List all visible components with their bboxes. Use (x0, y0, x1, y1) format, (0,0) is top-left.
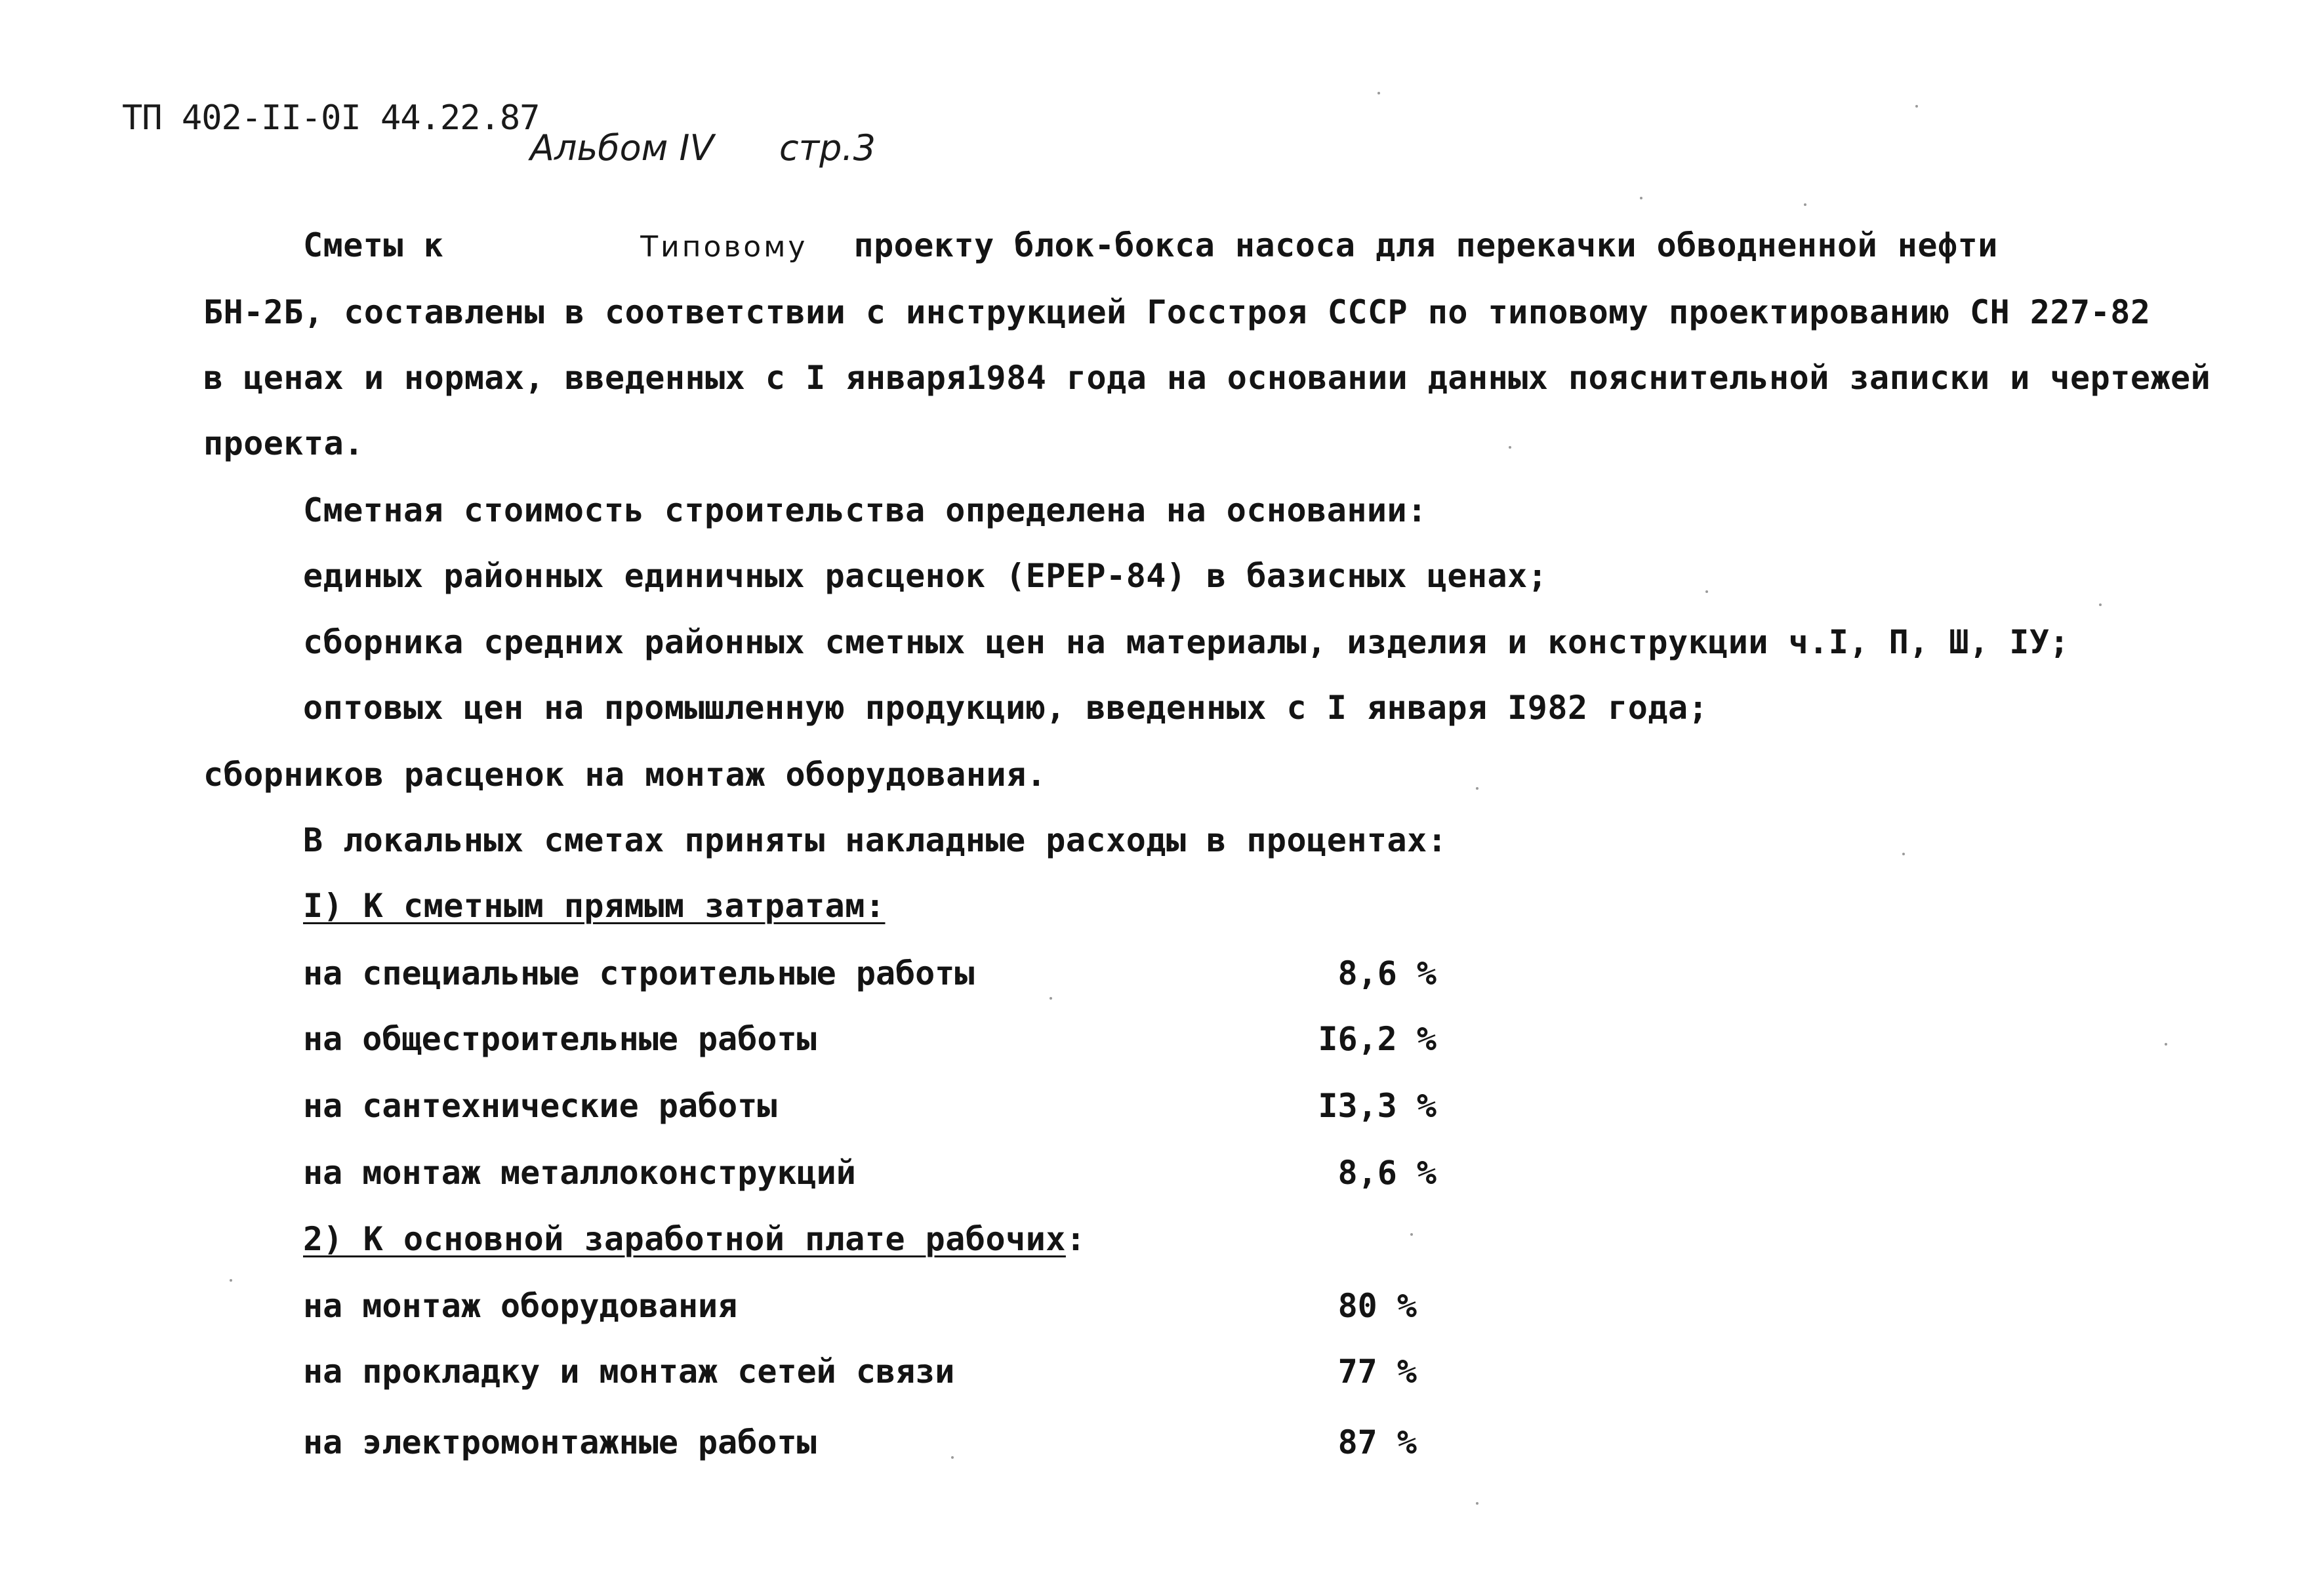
section-2-title: 2) К основной заработной плате рабочих (303, 1220, 1066, 1258)
scan-speck (1902, 853, 1905, 855)
scan-speck (1410, 1233, 1413, 1236)
section-2-title-colon: : (1065, 1220, 1086, 1258)
overhead-row-value: 77 % (1337, 1353, 1417, 1391)
overhead-row-label: на электромонтажные работы (303, 1423, 817, 1461)
scan-speck (2099, 603, 2102, 606)
scan-speck (1377, 92, 1380, 94)
overhead-row-value: 87 % (1337, 1423, 1417, 1461)
intro-handwritten-word: Типовому (640, 230, 808, 264)
overhead-row-label: на монтаж оборудования (303, 1287, 738, 1325)
intro-line-1-end: проекту блок-бокса насоса для перекачки обводненной нефти (853, 226, 1998, 264)
basis-item: сборников расценок на монтаж оборудования. (203, 756, 1047, 794)
overhead-row-label: на сантехнические работы (303, 1087, 777, 1125)
scan-speck (1705, 590, 1708, 593)
basis-item: единых районных единичных расценок (ЕРЕР-84) в базисных ценах; (303, 557, 1548, 595)
overhead-row-label: на общестроительные работы (303, 1020, 817, 1058)
overhead-row-value: 80 % (1337, 1287, 1417, 1325)
scan-speck (230, 1279, 232, 1282)
album-label: Альбом IV (530, 127, 714, 169)
intro-line-1-start: Сметы к (303, 226, 444, 264)
overhead-row-label: на монтаж металлоконструкций (303, 1154, 856, 1192)
section-2-title-line (303, 1219, 1086, 1259)
overhead-row-value: 8,6 % (1337, 1154, 1437, 1192)
overhead-row-label: на прокладку и монтаж сетей связи (303, 1353, 955, 1391)
basis-heading: Сметная стоимость строительства определена на основании: (303, 491, 1427, 529)
overhead-heading: В локальных сметах приняты накладные расходы в процентах: (303, 821, 1448, 859)
overhead-row-value: I3,3 % (1318, 1087, 1437, 1125)
document-code: ТП 402-II-0I 44.22.87 (122, 98, 540, 138)
overhead-row-label: на специальные строительные работы (303, 954, 975, 992)
intro-line-1 (303, 225, 1998, 268)
scan-speck (1476, 1502, 1478, 1505)
scan-speck (1509, 446, 1511, 449)
scan-speck (2165, 1043, 2167, 1046)
scan-speck (1050, 997, 1052, 1000)
basis-item: сборника средних районных сметных цен на материалы, изделия и конструкции ч.I, П, Ш, IУ; (303, 623, 2070, 661)
scan-speck (1804, 203, 1806, 206)
scan-speck (1640, 197, 1642, 199)
scan-speck (1915, 105, 1918, 108)
overhead-row-value: I6,2 % (1318, 1020, 1437, 1058)
intro-line-4: проекта. (203, 424, 364, 462)
scan-speck (1476, 787, 1478, 790)
intro-line-3: в ценах и нормах, введенных с I января1984 года на основании данных пояснительной записки и чертежей (203, 359, 2211, 397)
basis-item: оптовых цен на промышленную продукцию, введенных с I января I982 года; (303, 689, 1709, 727)
overhead-row-value: 8,6 % (1337, 954, 1437, 992)
section-1-title: I) К сметным прямым затратам: (303, 887, 886, 925)
page-number: стр.3 (779, 127, 876, 169)
intro-line-2: БН-2Б, составлены в соответствии с инструкцией Госстроя СССР по типовому проектированию СН 227-82 (203, 293, 2151, 331)
scan-speck (951, 1456, 954, 1459)
